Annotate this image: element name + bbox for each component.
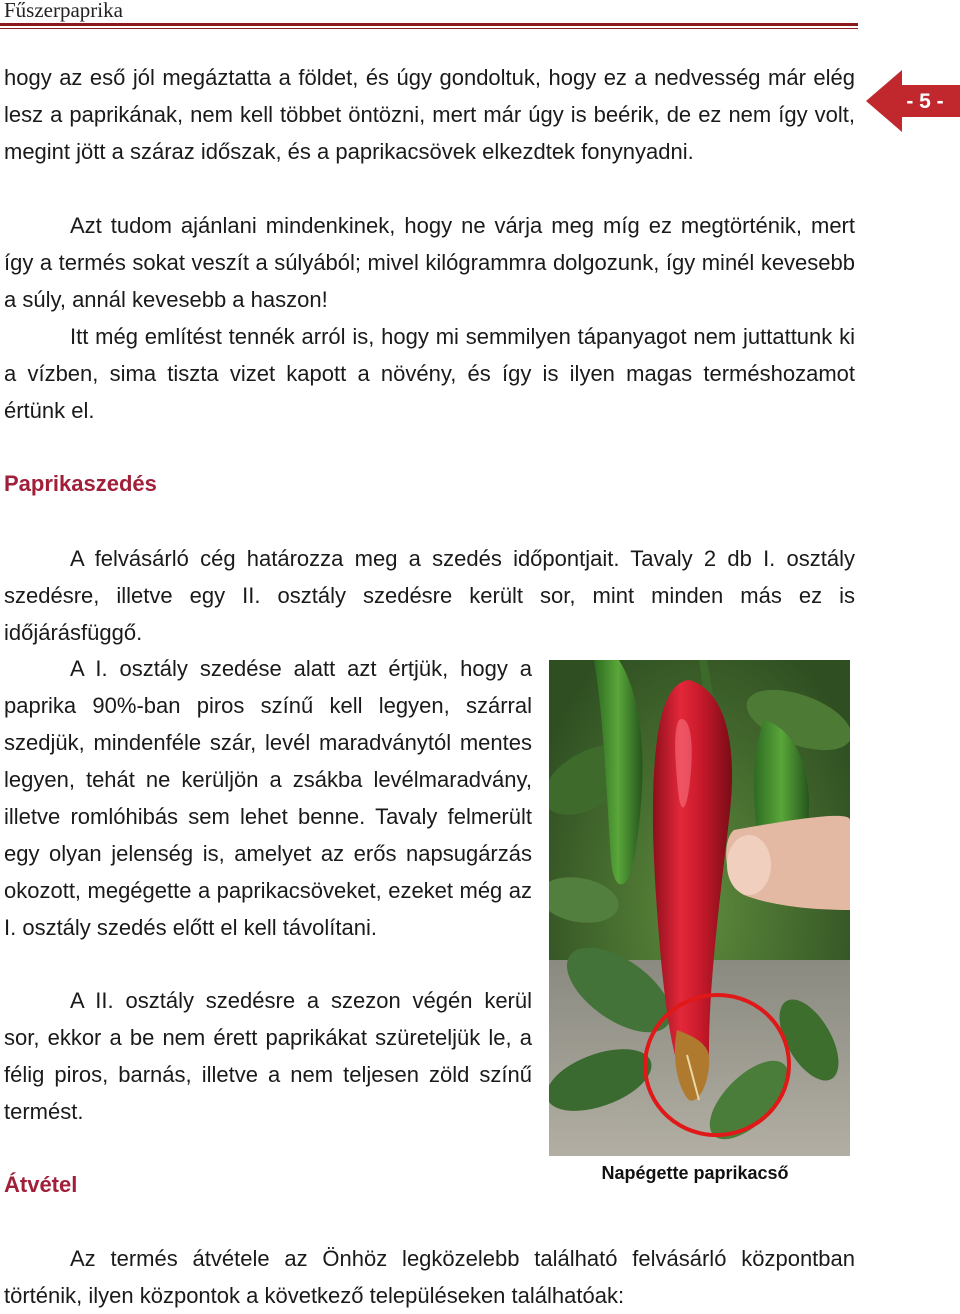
sunburnt-pepper-illustration (549, 660, 850, 1156)
paragraph-4: A felvásárló cég határozza meg a szedés időpontjait. Tavaly 2 db I. osztály szedésre, illetve egy II. osztály szedésre került sor, mint minden más ez is időjárásfüggő. (4, 546, 855, 645)
paragraph-1: hogy az eső jól megáztatta a földet, és úgy gondoltuk, hogy ez a nedvesség már elég lesz a paprikának, nem kell többet öntözni, mert már úgy is beérik, de ez nem így volt, megint jött a száraz időszak, és a paprikacsövek elkezdtek fonynyadni. (4, 65, 855, 164)
paragraph-2: Azt tudom ajánlani mindenkinek, hogy ne várja meg míg ez megtörténik, mert így a termés sokat veszít a súlyából; mivel kilógrammra dolgozunk, így minél kevesebb a súly, annál kevesebb a haszon! (4, 213, 855, 312)
photo-caption: Napégette paprikacső (601, 1163, 789, 1183)
paragraph-3: Itt még említést tennék arról is, hogy mi semmilyen tápanyagot nem juttattunk ki a vízben, sima tiszta vizet kapott a növény, és így is ilyen magas terméshozamot értünk el. (4, 324, 855, 423)
header-divider-thin (0, 28, 858, 29)
page-number: - 5 - (906, 90, 944, 113)
section-heading-atvetel: Átvétel (4, 1172, 78, 1197)
paragraph-5: A I. osztály szedése alatt azt értjük, hogy a paprika 90%-ban piros színű kell legyen, szárral szedjük, mindenféle szár, levél maradványtól mentes legyen, tehát ne kerüljön a zsákba levélmaradvány, illetve romlóhibás sem lehet benne. Tavaly felmerült egy olyan jelenség is, amelyet az erős napsugárzás okozott, megégette a paprikacsöveket, ezeket még az I. osztály szedés előtt el kell távolítani. (4, 656, 532, 940)
header-divider (0, 23, 858, 26)
pepper-photo (549, 660, 850, 1156)
paragraph-6: A II. osztály szedésre a szezon végén kerül sor, ekkor a be nem érett paprikákat szüreteljük le, a félig piros, barnás, illetve a nem teljesen zöld színű termést. (4, 988, 532, 1124)
section-heading-paprikaszedes: Paprikaszedés (4, 471, 157, 496)
header-title: Fűszerpaprika (4, 0, 123, 22)
paragraph-7: Az termés átvétele az Önhöz legközelebb található felvásárló központban történik, ilyen központok a következő településeken találhatóak: (4, 1246, 855, 1308)
page-number-badge (866, 70, 960, 132)
